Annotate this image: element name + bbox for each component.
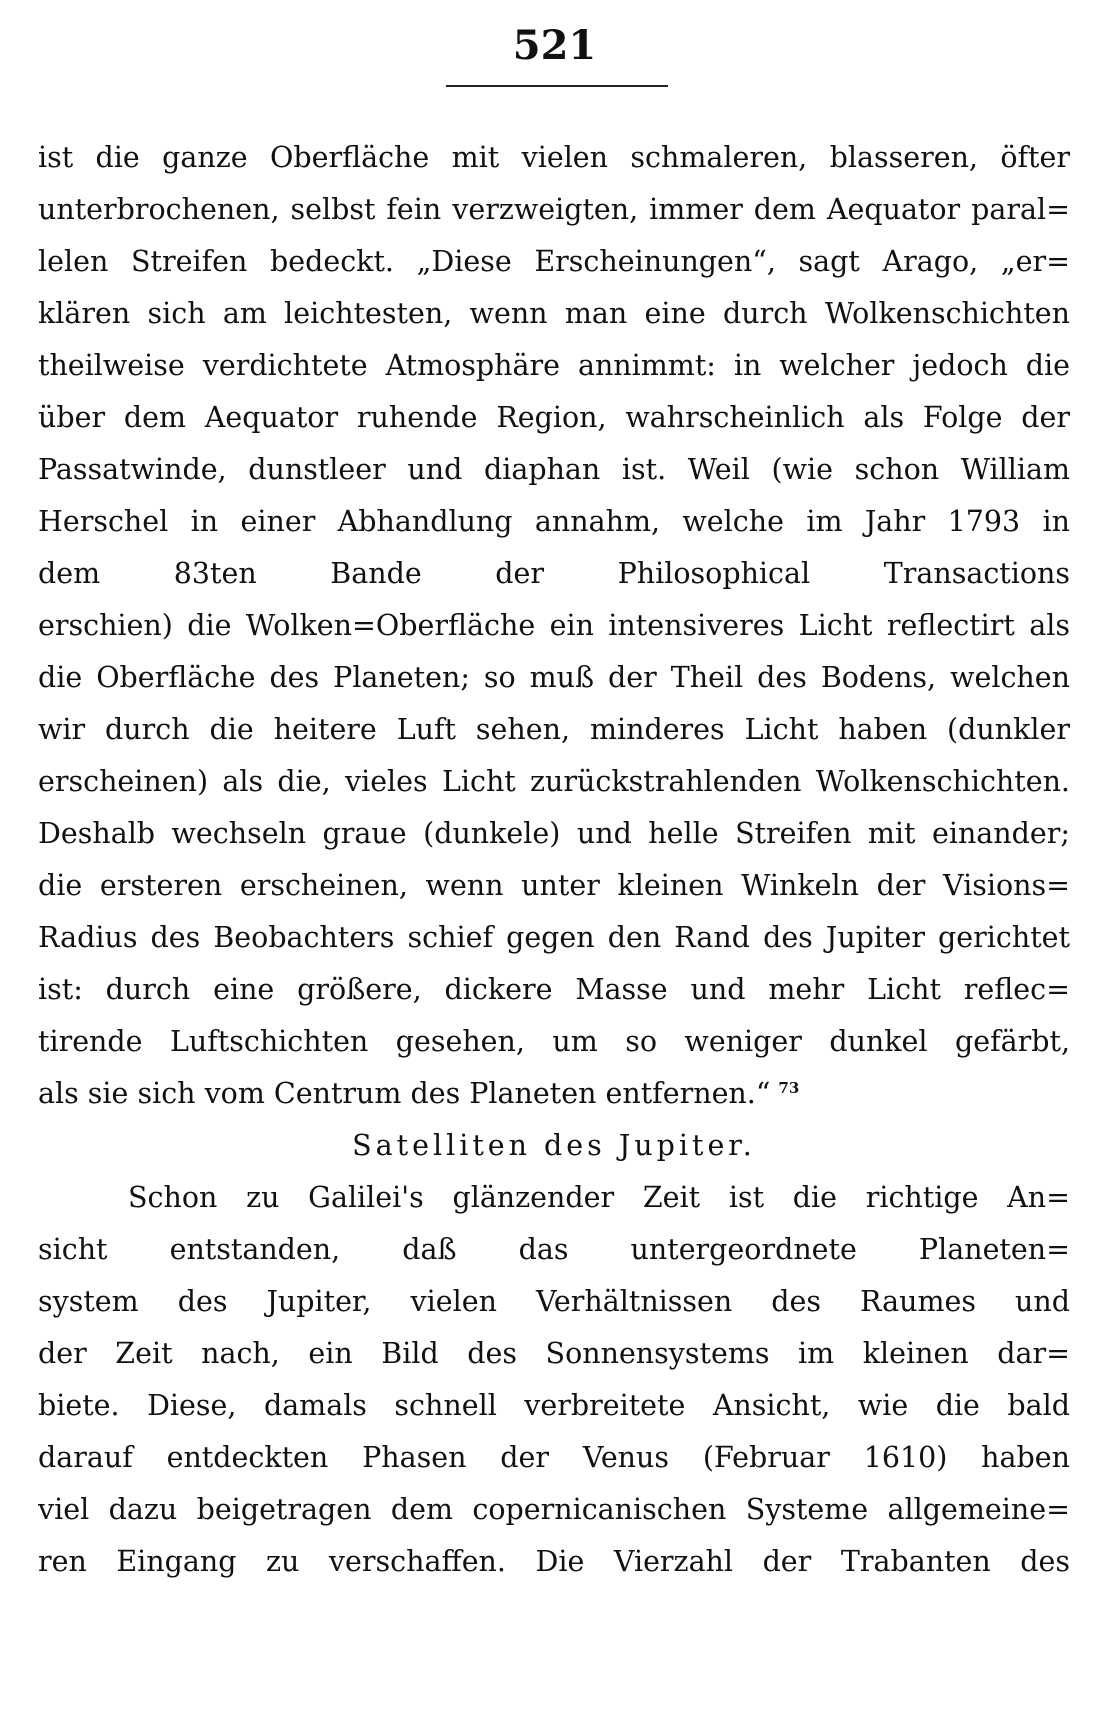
- text-line: sicht entstanden, daß das untergeordnete Planeten=: [38, 1233, 1070, 1266]
- text-line: erscheinen) als die, vieles Licht zurückstrahlenden Wolkenschichten.: [38, 765, 1070, 798]
- text-line: biete. Diese, damals schnell verbreitete Ansicht, wie die bald: [38, 1389, 1070, 1422]
- text-line: die ersteren erscheinen, wenn unter kleinen Winkeln der Visions=: [38, 869, 1070, 902]
- paragraph-first-line: Schon zu Galilei's glänzender Zeit ist die richtige An=: [128, 1181, 1070, 1214]
- text-line: die Oberfläche des Planeten; so muß der Theil des Bodens, welchen: [38, 661, 1070, 694]
- text-line: theilweise verdichtete Atmosphäre annimmt: in welcher jedoch die: [38, 349, 1070, 382]
- text-line: tirende Luftschichten gesehen, um so weniger dunkel gefärbt,: [38, 1025, 1070, 1058]
- text-line: ist die ganze Oberfläche mit vielen schmaleren, blasseren, öfter: [38, 141, 1070, 174]
- text-line: Passatwinde, dunstleer und diaphan ist. Weil (wie schon William: [38, 453, 1070, 486]
- text-line: dem 83ten Bande der Philosophical Transactions: [38, 557, 1070, 590]
- text-line: klären sich am leichtesten, wenn man eine durch Wolkenschichten: [38, 297, 1070, 330]
- body-text: [38, 132, 1070, 1588]
- text-line: wir durch die heitere Luft sehen, minderes Licht haben (dunkler: [38, 713, 1070, 746]
- text-line: system des Jupiter, vielen Verhältnissen des Raumes und: [38, 1285, 1070, 1318]
- footnote-reference: 73: [778, 1078, 800, 1097]
- text-line: erschien) die Wolken=Oberfläche ein intensiveres Licht reflectirt als: [38, 609, 1070, 642]
- text-line: ren Eingang zu verschaffen. Die Vierzahl der Trabanten des: [38, 1545, 1070, 1578]
- paragraph-last-line: [38, 1068, 1070, 1120]
- header-rule: [446, 85, 668, 87]
- text-line-content: als sie sich vom Centrum des Planeten entfernen.“: [38, 1077, 771, 1110]
- section-heading: Satelliten des Jupiter.: [352, 1129, 756, 1162]
- text-line: Deshalb wechseln graue (dunkele) und helle Streifen mit einander;: [38, 817, 1070, 850]
- text-line: der Zeit nach, ein Bild des Sonnensystems im kleinen dar=: [38, 1337, 1070, 1370]
- text-line: darauf entdeckten Phasen der Venus (Februar 1610) haben: [38, 1441, 1070, 1474]
- text-line: Radius des Beobachters schief gegen den Rand des Jupiter gerichtet: [38, 921, 1070, 954]
- text-line: viel dazu beigetragen dem copernicanischen Systeme allgemeine=: [38, 1493, 1070, 1526]
- page-number: 521: [512, 22, 597, 69]
- text-line: lelen Streifen bedeckt. „Diese Erscheinungen“, sagt Arago, „er=: [38, 245, 1070, 278]
- text-line: Herschel in einer Abhandlung annahm, welche im Jahr 1793 in: [38, 505, 1070, 538]
- text-line: ist: durch eine größere, dickere Masse und mehr Licht reflec=: [38, 973, 1070, 1006]
- text-line: über dem Aequator ruhende Region, wahrscheinlich als Folge der: [38, 401, 1070, 434]
- text-line: unterbrochenen, selbst fein verzweigten, immer dem Aequator paral=: [38, 193, 1070, 226]
